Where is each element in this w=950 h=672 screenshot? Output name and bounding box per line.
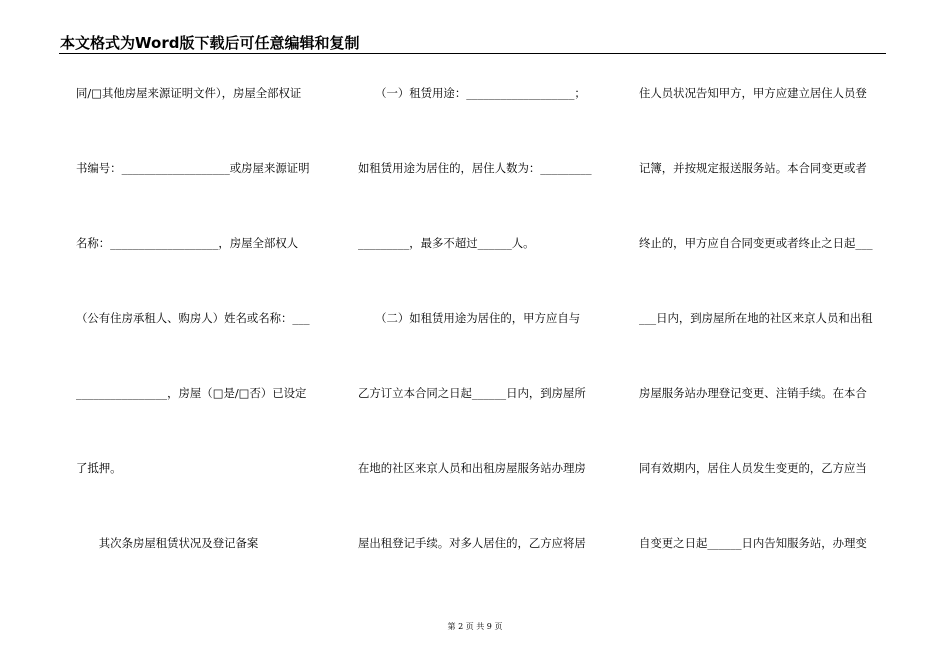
column-1-line: 同/□其他房屋来源证明文件），房屋全部权证: [76, 86, 302, 100]
column-3-line: 房屋服务站办理登记变更、注销手续。在本合: [639, 386, 867, 400]
column-2-line: （二）如租赁用途为居住的，甲方应自与: [358, 311, 581, 325]
column-1-line: ________________，房屋（□是/□否）已设定: [76, 386, 307, 400]
column-3-line: ___日内，到房屋所在地的社区来京人员和出租: [639, 311, 873, 325]
column-3-line: 自变更之日起______日内告知服务站，办理变: [639, 536, 867, 550]
column-1-line: 书编号：___________________或房屋来源证明: [76, 161, 310, 175]
column-1-line: 其次条房屋租赁状况及登记备案: [76, 536, 259, 550]
column-2-line: 如租赁用途为居住的，居住人数为：_________: [358, 161, 592, 175]
column-3-line: 终止的，甲方应自合同变更或者终止之日起___: [639, 236, 873, 250]
column-1-line: 名称：___________________，房屋全部权人: [76, 236, 299, 250]
column-2-line: _________，最多不超过______人。: [358, 236, 535, 250]
column-2-line: 乙方订立本合同之日起______日内，到房屋所: [358, 386, 586, 400]
column-3-line: 同有效期内，居住人员发生变更的，乙方应当: [639, 461, 867, 475]
column-3-line: 住人员状况告知甲方，甲方应建立居住人员登: [639, 86, 867, 100]
column-2-line: 在地的社区来京人员和出租房屋服务站办理房: [358, 461, 586, 475]
column-1-line: 了抵押。: [76, 461, 122, 475]
column-1-line: （公有住房承租人、购房人）姓名或名称：___: [76, 311, 310, 325]
document-header-title: 本文格式为Word版下载后可任意编辑和复制: [60, 34, 360, 52]
header-divider: [59, 53, 886, 54]
page-number: 第 2 页 共 9 页: [447, 622, 503, 631]
column-2-line: 屋出租登记手续。对多人居住的，乙方应将居: [358, 536, 586, 550]
column-2-line: （一）租赁用途：___________________；: [358, 86, 586, 100]
column-3-line: 记簿，并按规定报送服务站。本合同变更或者: [639, 161, 867, 175]
